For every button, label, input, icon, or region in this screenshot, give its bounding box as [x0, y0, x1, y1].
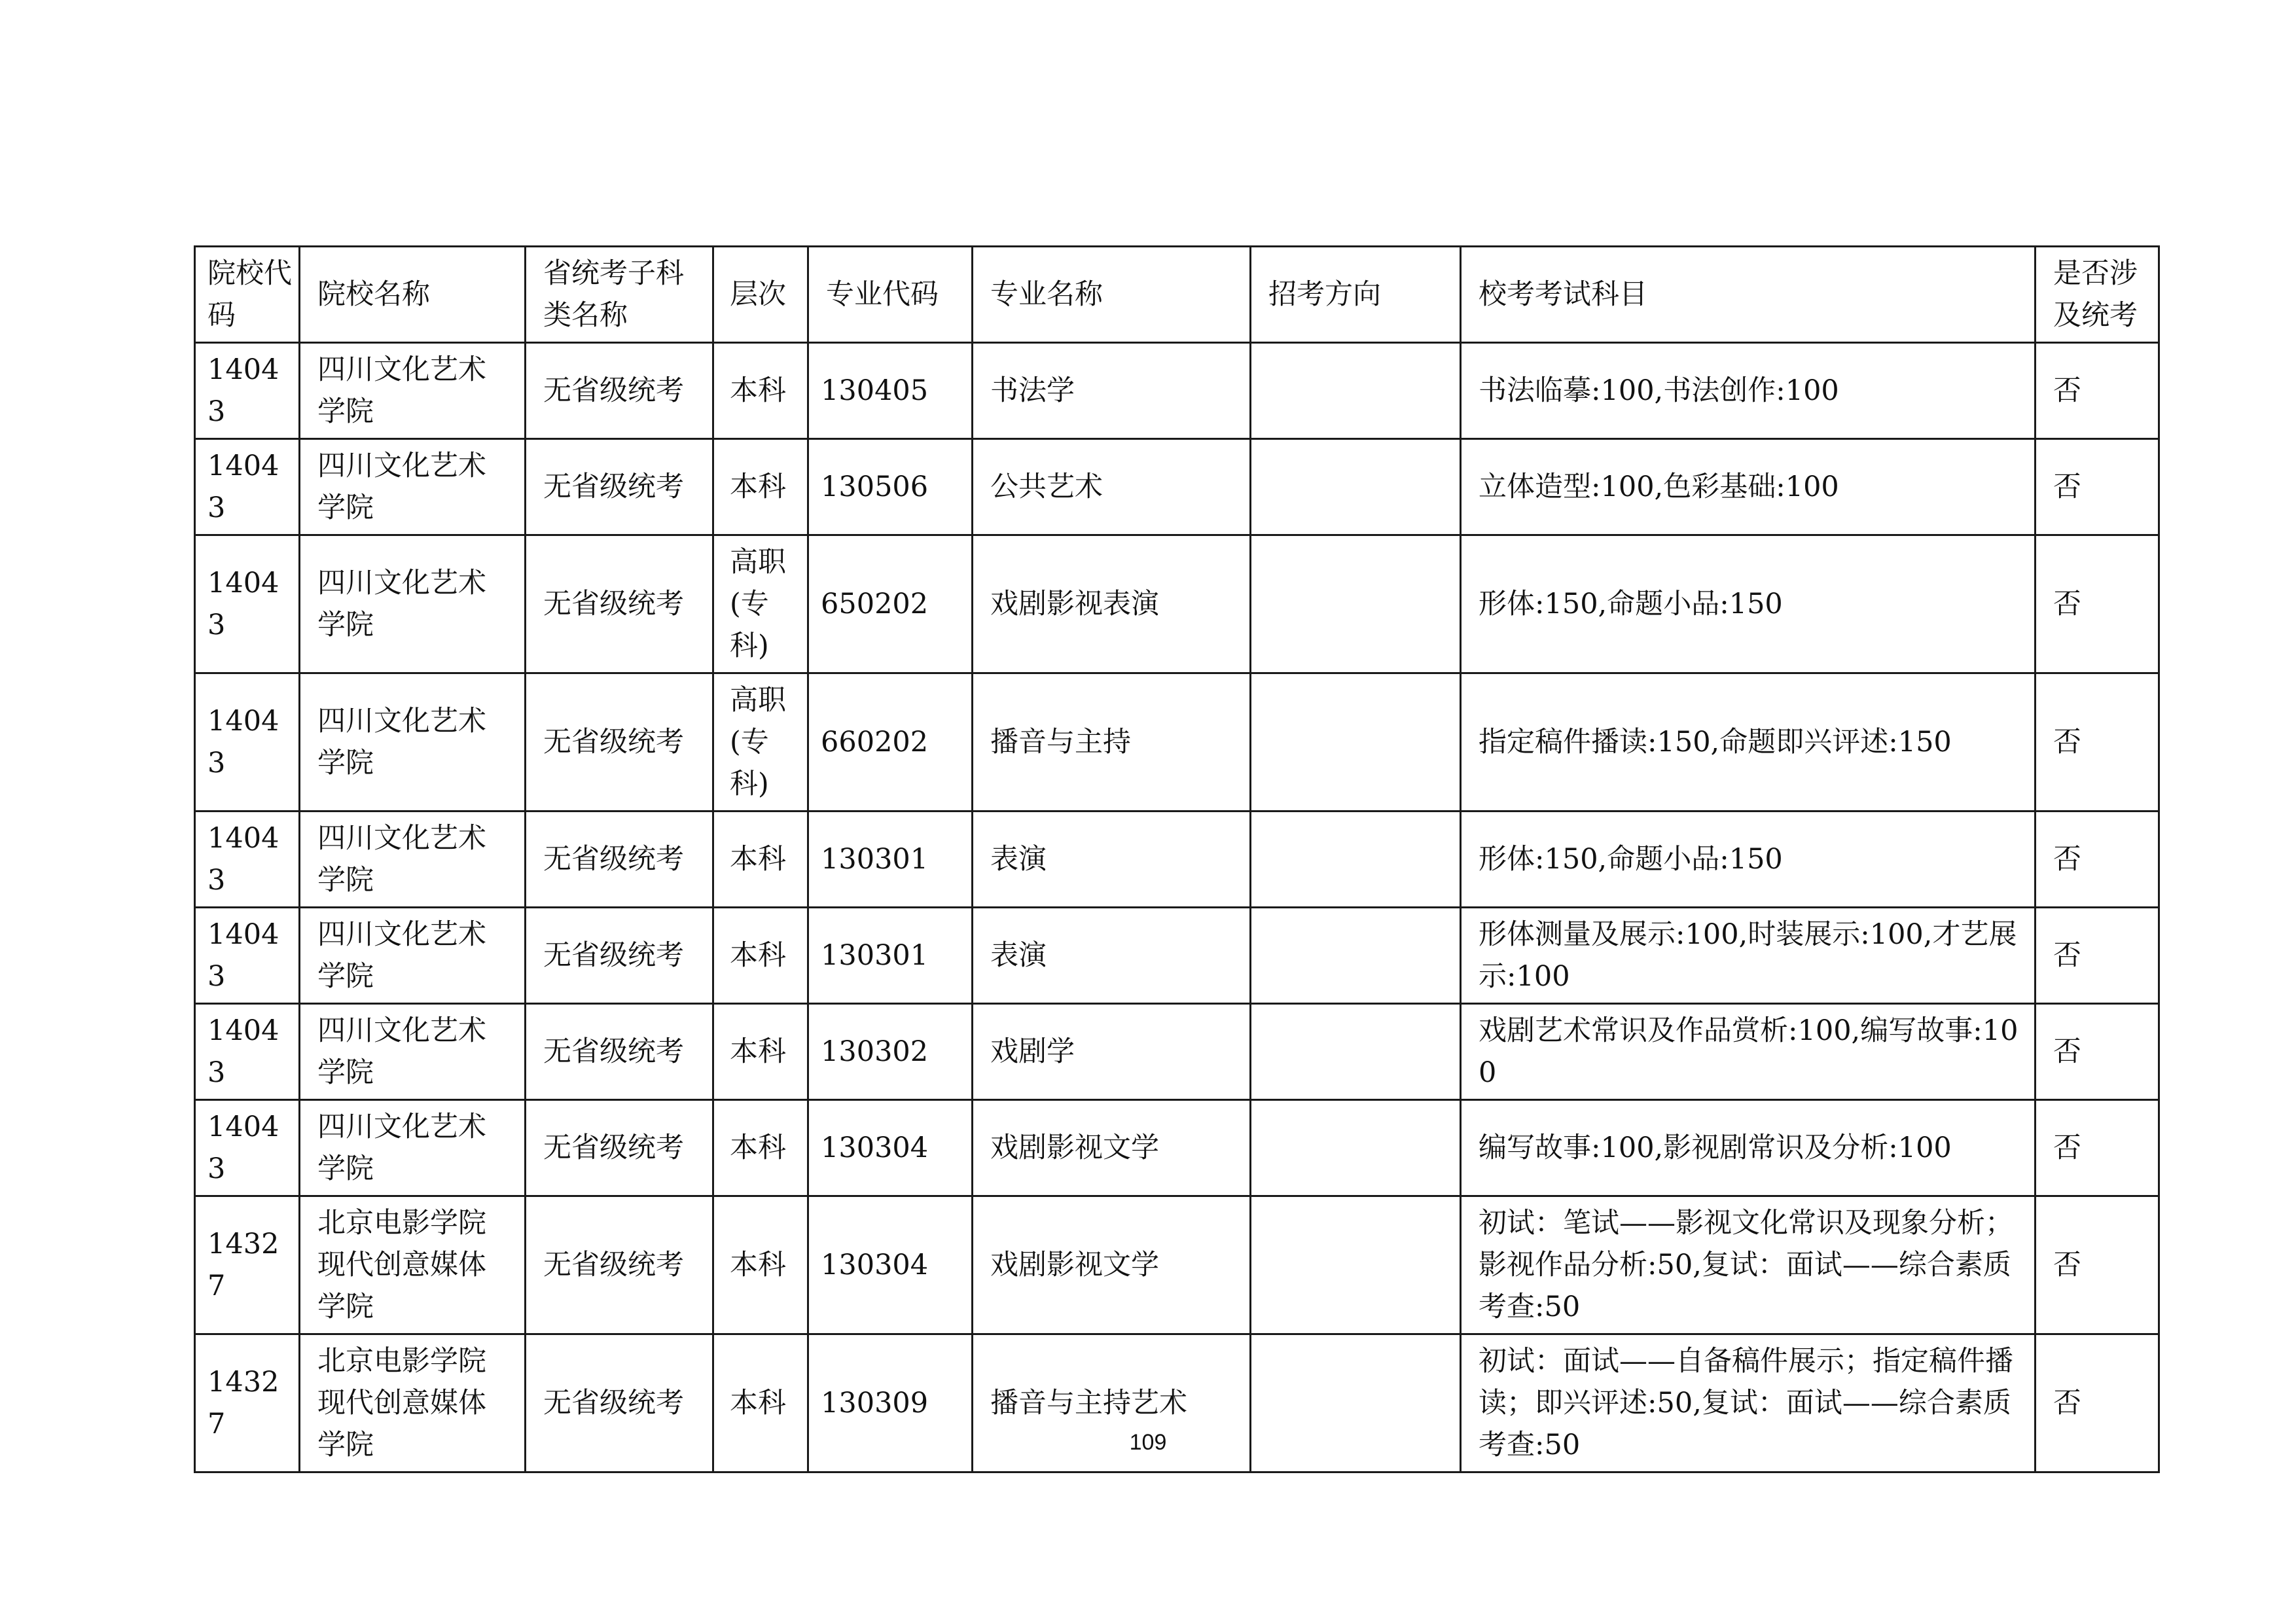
- cell-school-name: 四川文化艺术学院: [300, 673, 526, 812]
- table-row: [195, 1100, 2159, 1196]
- cell-school-name: 四川文化艺术学院: [300, 1100, 526, 1196]
- header-cell-school-code: 院校代码: [195, 247, 300, 343]
- header-row: [195, 247, 2159, 343]
- cell-unified-exam: 否: [2036, 343, 2159, 439]
- cell-subcategory: 无省级统考: [526, 908, 713, 1004]
- cell-unified-exam: 否: [2036, 908, 2159, 1004]
- table-row: [195, 439, 2159, 535]
- cell-direction: [1251, 535, 1461, 673]
- cell-major-code: 130309: [808, 1334, 973, 1472]
- table-row: [195, 1004, 2159, 1100]
- cell-direction: [1251, 1004, 1461, 1100]
- cell-level: 高职(专科): [713, 535, 808, 673]
- cell-exam-subjects: 戏剧艺术常识及作品赏析:100,编写故事:100: [1461, 1004, 2036, 1100]
- cell-major-code: 660202: [808, 673, 973, 812]
- cell-unified-exam: 否: [2036, 1334, 2159, 1472]
- cell-unified-exam: 否: [2036, 535, 2159, 673]
- cell-major-name: 公共艺术: [973, 439, 1251, 535]
- cell-major-code: 130302: [808, 1004, 973, 1100]
- cell-school-name: 四川文化艺术学院: [300, 535, 526, 673]
- cell-school-name: 四川文化艺术学院: [300, 812, 526, 908]
- cell-unified-exam: 否: [2036, 1004, 2159, 1100]
- table-row: [195, 535, 2159, 673]
- cell-subcategory: 无省级统考: [526, 535, 713, 673]
- cell-major-name: 戏剧影视文学: [973, 1100, 1251, 1196]
- header-cell-major-name: 专业名称: [973, 247, 1251, 343]
- cell-school-code: 14043: [195, 1004, 300, 1100]
- cell-subcategory: 无省级统考: [526, 1334, 713, 1472]
- cell-school-code: 14327: [195, 1334, 300, 1472]
- cell-direction: [1251, 439, 1461, 535]
- table-row: [195, 673, 2159, 812]
- table-row: [195, 812, 2159, 908]
- cell-unified-exam: 否: [2036, 812, 2159, 908]
- table-header: [195, 247, 2159, 343]
- cell-exam-subjects: 立体造型:100,色彩基础:100: [1461, 439, 2036, 535]
- cell-unified-exam: 否: [2036, 439, 2159, 535]
- cell-subcategory: 无省级统考: [526, 812, 713, 908]
- cell-exam-subjects: 编写故事:100,影视剧常识及分析:100: [1461, 1100, 2036, 1196]
- cell-school-code: 14327: [195, 1196, 300, 1334]
- header-cell-unified-exam: 是否涉及统考: [2036, 247, 2159, 343]
- cell-level: 本科: [713, 1196, 808, 1334]
- cell-major-code: 130506: [808, 439, 973, 535]
- cell-school-name: 四川文化艺术学院: [300, 1004, 526, 1100]
- cell-subcategory: 无省级统考: [526, 439, 713, 535]
- cell-subcategory: 无省级统考: [526, 1100, 713, 1196]
- cell-subcategory: 无省级统考: [526, 1196, 713, 1334]
- cell-major-name: 书法学: [973, 343, 1251, 439]
- cell-level: 本科: [713, 908, 808, 1004]
- cell-major-name: 戏剧影视文学: [973, 1196, 1251, 1334]
- cell-direction: [1251, 343, 1461, 439]
- cell-exam-subjects: 书法临摹:100,书法创作:100: [1461, 343, 2036, 439]
- cell-subcategory: 无省级统考: [526, 673, 713, 812]
- cell-school-code: 14043: [195, 908, 300, 1004]
- cell-school-name: 四川文化艺术学院: [300, 908, 526, 1004]
- cell-exam-subjects: 指定稿件播读:150,命题即兴评述:150: [1461, 673, 2036, 812]
- cell-school-code: 14043: [195, 812, 300, 908]
- cell-unified-exam: 否: [2036, 1100, 2159, 1196]
- table-row: [195, 908, 2159, 1004]
- header-cell-subcategory: 省统考子科类名称: [526, 247, 713, 343]
- cell-major-name: 播音与主持艺术: [973, 1334, 1251, 1472]
- cell-subcategory: 无省级统考: [526, 1004, 713, 1100]
- cell-level: 本科: [713, 439, 808, 535]
- cell-major-code: 130405: [808, 343, 973, 439]
- cell-major-code: 130301: [808, 908, 973, 1004]
- enrollment-table: [194, 245, 2160, 1473]
- header-cell-exam-subjects: 校考考试科目: [1461, 247, 2036, 343]
- cell-major-name: 戏剧影视表演: [973, 535, 1251, 673]
- cell-level: 高职(专科): [713, 673, 808, 812]
- cell-unified-exam: 否: [2036, 1196, 2159, 1334]
- cell-level: 本科: [713, 812, 808, 908]
- cell-major-name: 表演: [973, 908, 1251, 1004]
- cell-level: 本科: [713, 1334, 808, 1472]
- header-cell-level: 层次: [713, 247, 808, 343]
- cell-exam-subjects: 形体:150,命题小品:150: [1461, 535, 2036, 673]
- cell-school-name: 四川文化艺术学院: [300, 439, 526, 535]
- cell-major-name: 戏剧学: [973, 1004, 1251, 1100]
- cell-school-code: 14043: [195, 535, 300, 673]
- table-row: [195, 343, 2159, 439]
- cell-direction: [1251, 908, 1461, 1004]
- cell-school-code: 14043: [195, 673, 300, 812]
- cell-direction: [1251, 1100, 1461, 1196]
- cell-school-name: 北京电影学院现代创意媒体学院: [300, 1196, 526, 1334]
- cell-level: 本科: [713, 343, 808, 439]
- cell-major-code: 130301: [808, 812, 973, 908]
- table-row: [195, 1196, 2159, 1334]
- cell-school-name: 四川文化艺术学院: [300, 343, 526, 439]
- cell-level: 本科: [713, 1100, 808, 1196]
- table-body: [195, 343, 2159, 1472]
- header-cell-major-code: 专业代码: [808, 247, 973, 343]
- cell-major-name: 播音与主持: [973, 673, 1251, 812]
- cell-level: 本科: [713, 1004, 808, 1100]
- cell-direction: [1251, 1196, 1461, 1334]
- cell-major-name: 表演: [973, 812, 1251, 908]
- page-number: 109: [1129, 1430, 1167, 1455]
- cell-direction: [1251, 673, 1461, 812]
- cell-direction: [1251, 812, 1461, 908]
- cell-exam-subjects: 形体测量及展示:100,时装展示:100,才艺展示:100: [1461, 908, 2036, 1004]
- cell-subcategory: 无省级统考: [526, 343, 713, 439]
- cell-major-code: 130304: [808, 1196, 973, 1334]
- cell-school-code: 14043: [195, 439, 300, 535]
- cell-major-code: 650202: [808, 535, 973, 673]
- cell-major-code: 130304: [808, 1100, 973, 1196]
- cell-unified-exam: 否: [2036, 673, 2159, 812]
- header-cell-school-name: 院校名称: [300, 247, 526, 343]
- cell-exam-subjects: 初试：笔试——影视文化常识及现象分析；影视作品分析:50,复试：面试——综合素质考查:50: [1461, 1196, 2036, 1334]
- cell-school-code: 14043: [195, 343, 300, 439]
- cell-exam-subjects: 形体:150,命题小品:150: [1461, 812, 2036, 908]
- cell-school-code: 14043: [195, 1100, 300, 1196]
- header-cell-direction: 招考方向: [1251, 247, 1461, 343]
- cell-exam-subjects: 初试：面试——自备稿件展示；指定稿件播读；即兴评述:50,复试：面试——综合素质考查:50: [1461, 1334, 2036, 1472]
- cell-school-name: 北京电影学院现代创意媒体学院: [300, 1334, 526, 1472]
